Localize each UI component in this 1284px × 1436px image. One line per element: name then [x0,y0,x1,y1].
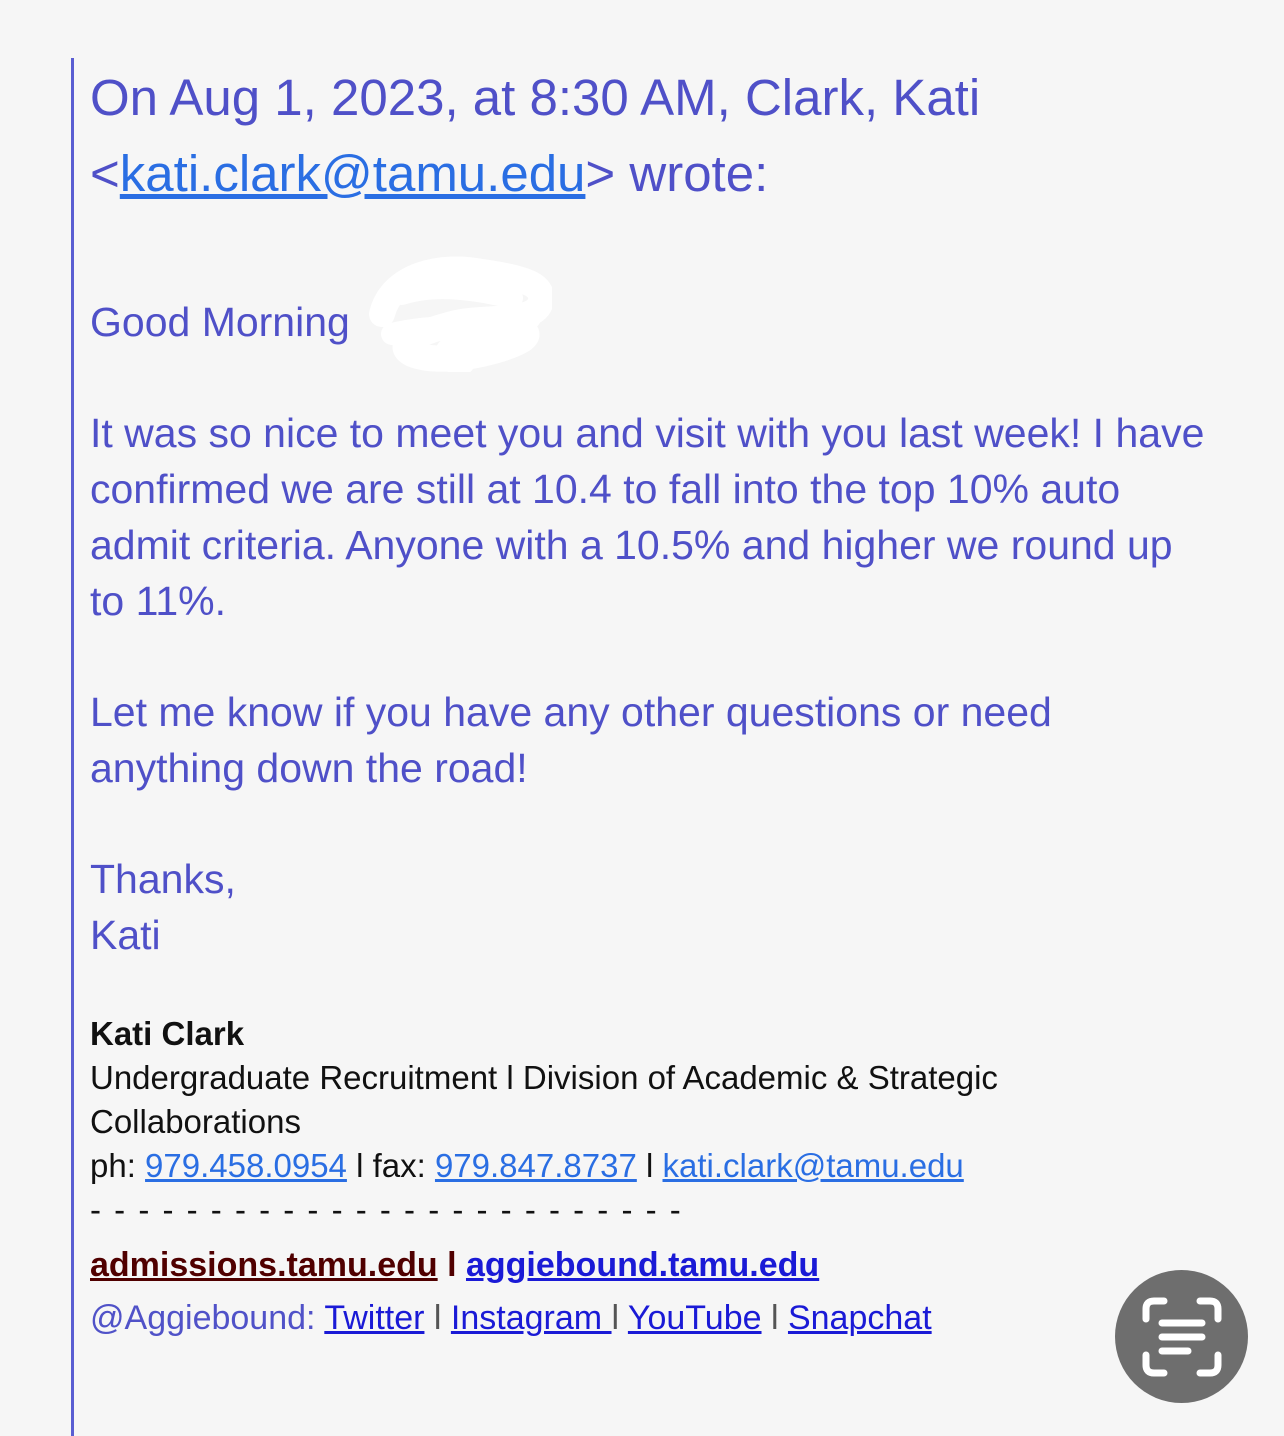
signature-contact [90,1144,1140,1188]
social-separator: l [424,1299,451,1337]
paragraph-2: Let me know if you have any other questions or need anything down the road! [90,689,1052,791]
greeting [90,294,1210,350]
social-links [90,1290,1140,1346]
quote-header [90,60,1210,212]
greeting-text: Good Morning [90,299,350,345]
live-text-scan-button[interactable] [1115,1270,1248,1403]
website-links [90,1240,1140,1290]
youtube-link[interactable]: YouTube [627,1299,762,1337]
social-separator: l [611,1299,628,1337]
social-separator: l [761,1299,788,1337]
sender-email-link[interactable]: kati.clark@tamu.edu [119,145,586,202]
live-text-scan-icon [1140,1295,1224,1379]
signature-name: Kati Clark [90,1015,245,1052]
snapchat-link[interactable]: Snapchat [787,1299,932,1337]
quoted-message [90,60,1210,963]
fax-label: l fax: [346,1147,435,1184]
header-lt: < [90,145,120,202]
signature-title: Undergraduate Recruitment l Division of Academic & Strategic Collaborations [90,1059,998,1140]
signature-block [90,1012,1140,1346]
signature-divider: - - - - - - - - - - - - - - - - - - - - - - - - - [90,1191,683,1228]
closing-text: Thanks, [90,856,236,902]
email-separator: l [636,1147,663,1184]
instagram-link[interactable]: Instagram [450,1299,612,1337]
twitter-link[interactable]: Twitter [324,1299,425,1337]
social-label: @Aggiebound: [90,1299,325,1337]
paragraph-1: It was so nice to meet you and visit with you last week! I have confirmed we are still at 10.4 to fall into the top 10% auto admit criteria. Anyone with a 10.5% and higher we round up to 11%. [90,410,1205,624]
header-prefix: On Aug 1, 2023, at 8:30 AM, Clark, Kati [90,69,981,126]
header-suffix: > wrote: [585,145,769,202]
aggiebound-link[interactable]: aggiebound.tamu.edu [465,1246,820,1284]
closing-name: Kati [90,912,161,958]
quote-bar [71,58,74,1436]
phone-label: ph: [90,1147,146,1184]
phone-link[interactable]: 979.458.0954 [145,1147,347,1184]
signature-email-link[interactable]: kati.clark@tamu.edu [662,1147,964,1184]
closing [90,851,1210,963]
admissions-link[interactable]: admissions.tamu.edu [90,1246,438,1284]
fax-link[interactable]: 979.847.8737 [434,1147,637,1184]
link-separator: l [437,1246,466,1284]
redaction-scribble [362,254,552,372]
